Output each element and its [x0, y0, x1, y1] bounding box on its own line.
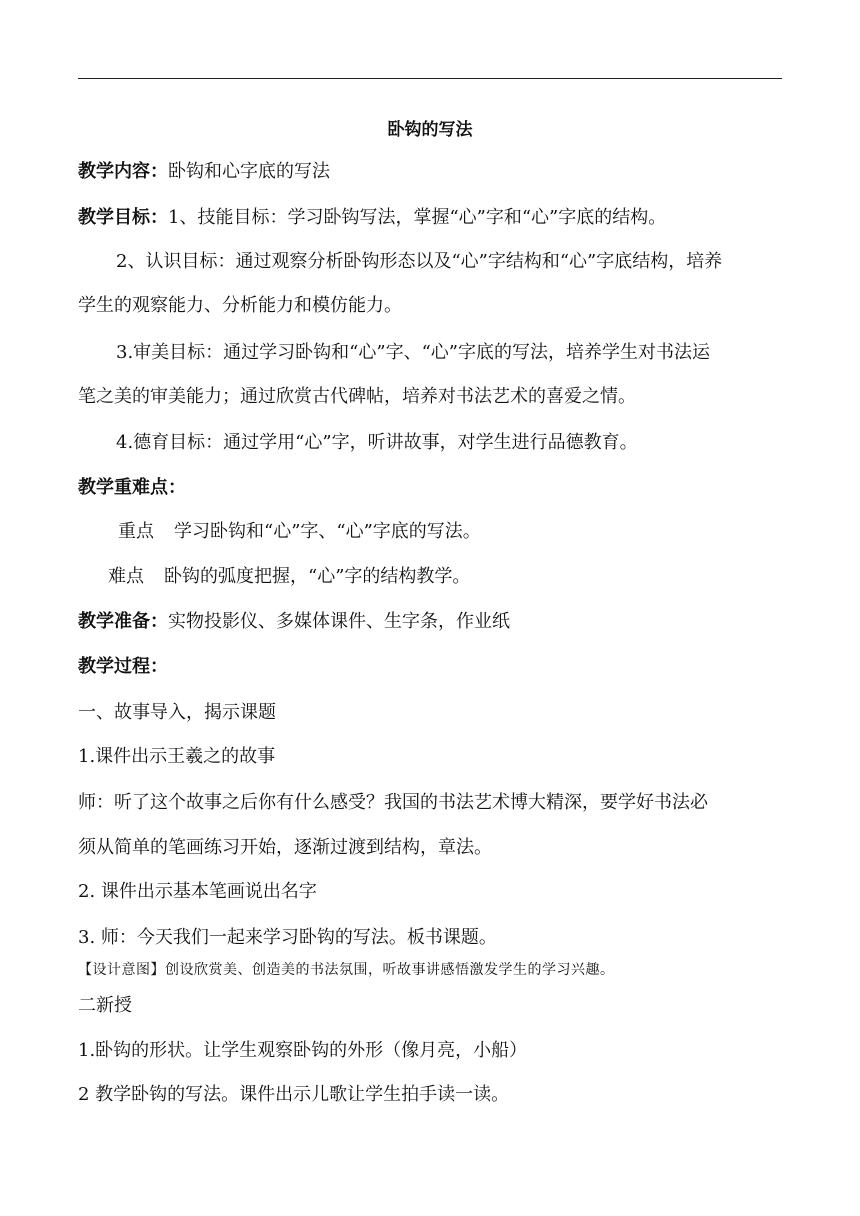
difficulty-label: 难点 [108, 566, 144, 587]
goals-line [78, 206, 666, 230]
preparation-text: 实物投影仪、多媒体课件、生字条，作业纸 [168, 611, 510, 632]
new-item-1: 1.卧钩的形状。让学生观察卧钩的外形（像月亮，小船） [78, 1040, 528, 1061]
page-title: 卧钩的写法 [387, 120, 473, 140]
content-label: 教学内容： [78, 161, 168, 182]
goal-1: 1、技能目标：学习卧钩写法，掌握“心”字和“心”字底的结构。 [168, 207, 667, 228]
design-note: 【设计意图】创设欣赏美、创造美的书法氛围，听故事讲感悟激发学生的学习兴趣。 [78, 962, 615, 978]
teacher-remark-line-1: 师：听了这个故事之后你有什么感受？我国的书法艺术博大精深，要学好书法必 [78, 792, 708, 813]
focus-text: 学习卧钩和“心”字、“心”字底的写法。 [174, 521, 481, 542]
process-label: 教学过程： [78, 656, 168, 677]
section-2-heading: 二新授 [78, 995, 132, 1016]
goals-label: 教学目标： [78, 207, 168, 228]
new-item-2: 2 教学卧钩的写法。课件出示儿歌让学生拍手读一读。 [78, 1084, 510, 1105]
focus-line [118, 520, 481, 544]
section-1-heading: 一、故事导入，揭示课题 [78, 702, 276, 723]
teacher-remark-line-2: 须从简单的笔画练习开始，逐渐过渡到结构，章法。 [78, 837, 492, 858]
content-line [78, 160, 330, 184]
goal-4: 4.德育目标：通过学用“心”字，听讲故事，对学生进行品德教育。 [116, 432, 638, 453]
goal-3-line-2: 笔之美的审美能力；通过欣赏古代碑帖，培养对书法艺术的喜爱之情。 [78, 386, 636, 407]
content-text: 卧钩和心字底的写法 [168, 161, 330, 182]
header-rule [78, 78, 782, 79]
preparation-label: 教学准备： [78, 611, 168, 632]
process-item-3: 3. 师：今天我们一起来学习卧钩的写法。板书课题。 [78, 927, 497, 948]
preparation-line [78, 610, 510, 634]
process-item-1: 1.课件出示王羲之的故事 [78, 746, 276, 767]
goal-2-line-2: 学生的观察能力、分析能力和模仿能力。 [78, 295, 402, 316]
key-points-label: 教学重难点： [78, 477, 186, 498]
difficulty-line [108, 565, 470, 589]
difficulty-text: 卧钩的弧度把握，“心”字的结构教学。 [164, 566, 471, 587]
goal-3-line-1: 3.审美目标：通过学习卧钩和“心”字、“心”字底的写法，培养学生对书法运 [116, 342, 710, 363]
focus-label: 重点 [118, 521, 154, 542]
process-item-2: 2. 课件出示基本笔画说出名字 [78, 881, 317, 902]
goal-2-line-1: 2、认识目标：通过观察分析卧钩形态以及“心”字结构和“心”字底结构，培养 [116, 251, 723, 272]
